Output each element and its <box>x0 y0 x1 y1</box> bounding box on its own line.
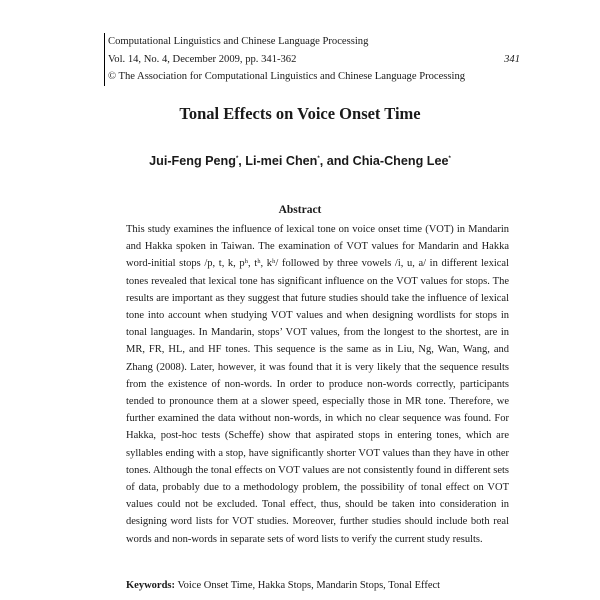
keywords-label: Keywords: <box>126 580 175 591</box>
keywords-text: Voice Onset Time, Hakka Stops, Mandarin Stops, Tonal Effect <box>177 580 441 591</box>
author-footnote-mark: * <box>317 156 320 162</box>
author-footnote-mark: * <box>235 156 239 162</box>
author-separator: , and <box>319 154 353 168</box>
paper-title: Tonal Effects on Voice Onset Time <box>179 104 421 123</box>
author-list <box>0 154 600 168</box>
keywords-line <box>126 580 526 591</box>
author-name: Chia-Cheng Lee <box>352 154 449 168</box>
journal-name: Computational Linguistics and Chinese Language Processing <box>108 36 369 47</box>
copyright-line: © The Association for Computational Linguistics and Chinese Language Processing <box>108 71 466 82</box>
author-separator: , <box>238 154 246 168</box>
abstract-body: This study examines the influence of lexical tone on voice onset time (VOT) in Mandarin and Hakka spoken in Taiwan. The examination of VOT values for Mandarin and Hakka word-initial stops /p, t, k, pʰ, tʰ, kʰ/ followed by three vowels /i, u, a/ in different lexical tones revealed that lexical tone has significant influence on the VOT values for stops. The results are important as they suggest that future studies should take the influence of lexical tone into account when studying VOT values and when designing wordlists for stops in tonal languages. In Mandarin, stops’ VOT values, from the longest to the shortest, are in MR, FR, HL, and HF tones. This sequence is the same as in Liu, Ng, Wan, Wang, and Zhang (2008). Later, however, it was found that it is very likely that the sequence results from the existence of non-words. In order to produce non-words correctly, participants tended to pronounce them at a slower speed, especially those in MR tone. Therefore, we further examined the data without non-words, in which no clear sequence was found. For Hakka, post-hoc tests (Scheffe) show that aspirated stops in entering tones, which are syllables ending with a stop, have significantly shorter VOT values than they have in other tones. Although the tonal effects on VOT values are not consistently found in different sets of data, probably due to a methodology problem, the possibility of tonal effect on VOT values could not be excluded. Tonal effect, thus, should be taken into consideration in designing word lists for VOT studies. Moreover, further studies should include both real words and non-words in separate sets of word lists to verify the current study results. <box>126 224 509 545</box>
author-name: Li-mei Chen <box>245 154 318 168</box>
author-name: Jui-Feng Peng <box>149 154 236 168</box>
abstract-heading: Abstract <box>278 204 322 216</box>
page-number: 341 <box>504 53 520 65</box>
author-footnote-mark: * <box>448 156 451 162</box>
journal-header <box>104 33 520 86</box>
volume-info: Vol. 14, No. 4, December 2009, pp. 341-362 <box>108 53 297 65</box>
